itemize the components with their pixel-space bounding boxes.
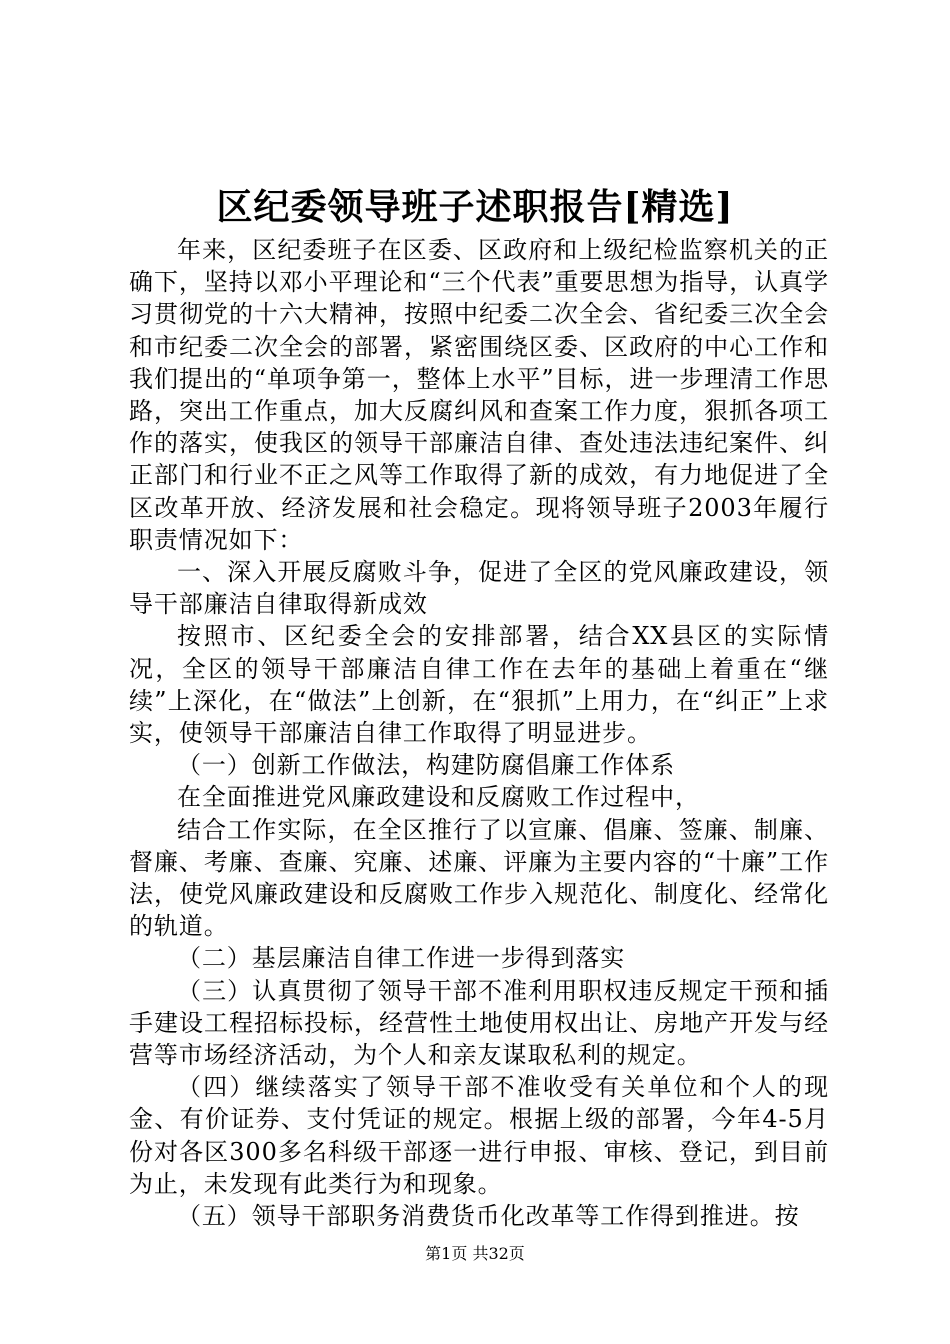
paragraph-subheading-4: （四）继续落实了领导干部不准收受有关单位和个人的现金、有价证券、支付凭证的规定。根据上级的部署，今年4-5月份对各区300多名科级干部逐一进行申报、审核、登记，到目前为止，未发现有此类行为和现象。 bbox=[129, 1073, 829, 1198]
paragraph-body: 在全面推进党风廉政建设和反腐败工作过程中， bbox=[177, 783, 700, 812]
paragraph-body: 按照市、区纪委全会的安排部署，结合XX县区的实际情况，全区的领导干部廉洁自律工作在去年的基础上着重在“继续”上深化，在“做法”上创新，在“狠抓”上用力，在“纠正”上求实，使领导干部廉洁自律工作取得了明显进步。 bbox=[129, 622, 829, 748]
document-body bbox=[129, 234, 829, 1232]
paragraph-subheading-1: （一）创新工作做法，构建防腐倡廉工作体系 bbox=[177, 751, 675, 780]
paragraph-subheading-3: （三）认真贯彻了领导干部不准利用职权违反规定干预和插手建设工程招标投标，经营性土地使用权出让、房地产开发与经营等市场经济活动，为个人和亲友谋取私利的规定。 bbox=[129, 976, 829, 1070]
page-number-footer: 第1页 共32页 bbox=[425, 1244, 525, 1263]
paragraph-heading-1: 一、深入开展反腐败斗争，促进了全区的党风廉政建设，领导干部廉洁自律取得新成效 bbox=[129, 558, 829, 619]
paragraph-subheading-5: （五）领导干部职务消费货币化改革等工作得到推进。按 bbox=[177, 1202, 800, 1231]
paragraph-intro: 年来，区纪委班子在区委、区政府和上级纪检监察机关的正确下，坚持以邓小平理论和“三个代表”重要思想为指导，认真学习贯彻党的十六大精神，按照中纪委二次全会、省纪委三次全会和市纪委二次全会的部署，紧密围绕区委、区政府的中心工作和我们提出的“单项争第一，整体上水平”目标，进一步理清工作思路，突出工作重点，加大反腐纠风和查案工作力度，狠抓各项工作的落实，使我区的领导干部廉洁自律、查处违法违纪案件、纠正部门和行业不正之风等工作取得了新的成效，有力地促进了全区改革开放、经济发展和社会稳定。现将领导班子2003年履行职责情况如下： bbox=[129, 236, 829, 554]
paragraph-body: 结合工作实际，在全区推行了以宣廉、倡廉、签廉、制廉、督廉、考廉、查廉、究廉、述廉、评廉为主要内容的“十廉”工作法，使党风廉政建设和反腐败工作步入规范化、制度化、经常化的轨道。 bbox=[129, 815, 829, 941]
paragraph-subheading-2: （二）基层廉洁自律工作进一步得到落实 bbox=[177, 944, 626, 973]
document-title: 区纪委领导班子述职报告[精选] bbox=[216, 186, 734, 228]
